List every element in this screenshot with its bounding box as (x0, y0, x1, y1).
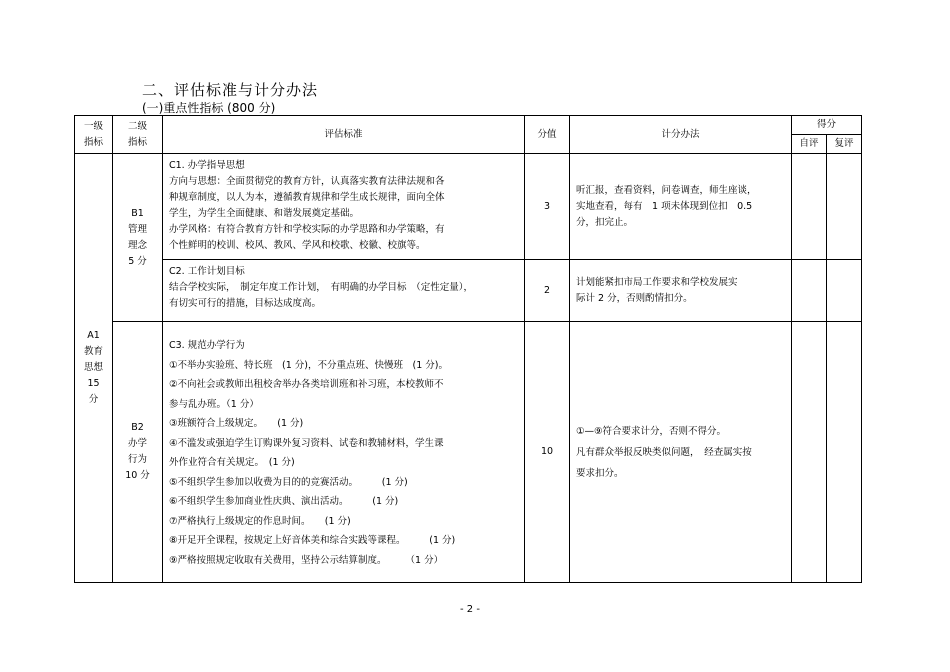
c3-score: 10 (525, 322, 570, 583)
page-number: - 2 - (460, 604, 480, 615)
header-review: 复评 (827, 135, 862, 154)
header-method: 计分办法 (570, 116, 792, 154)
c3-method: ①—⑨符合要求计分，否则不得分。 凡有群众举报反映类似问题， 经查属实按 要求扣分。 (570, 322, 792, 583)
c3-self-eval-cell[interactable] (792, 322, 827, 583)
header-obtained: 得分 (792, 116, 862, 135)
c2-score: 2 (525, 260, 570, 322)
c1-criteria: C1. 办学指导思想 方向与思想：全面贯彻党的教育方针，认真落实教育法律法规和各 种规章制度，以人为本，遵循教育规律和学生成长规律，面向全体 学生，为学生全面健康、和谐发展奠定基础。 办学风格：有符合教育方针和学校实际的办学思路和办学策略，有 个性鲜明的校训、校风、教风、学风和校歌、校徽、校旗等。 (163, 154, 525, 260)
header-criteria: 评估标准 (163, 116, 525, 154)
c1-self-eval-cell[interactable] (792, 154, 827, 260)
c3-criteria: C3. 规范办学行为 ①不举办实验班、特长班 (1 分)，不分重点班、快慢班 (1 分)。 ②不向社会或教师出租校舍举办各类培训班和补习班，本校教师不 参与乱办班。（1 分） ③班额符合上级规定。 (1 分) ④不滥发或强迫学生订购课外复习资料、试卷和教辅材料，学生课 外作业符合有关规定。 (1 分) ⑤不组织学生参加以收费为目的的竞赛活动。 (1 分) ⑥不组织学生参加商业性庆典、演出活动。 (1 分) ⑦严格执行上级规定的作息时间。 (1 分) ⑧开足开全课程，按规定上好音体美和综合实践等课程。 (1 分) ⑨严格按照规定收取有关费用，坚持公示结算制度。 （1 分） (163, 322, 525, 583)
c2-review-cell[interactable] (827, 260, 862, 322)
c2-self-eval-cell[interactable] (792, 260, 827, 322)
c2-method: 计划能紧扣市局工作要求和学校发展实 际计 2 分，否则酌情扣分。 (570, 260, 792, 322)
c1-method: 听汇报，查看资料，问卷调查，师生座谈， 实地查看，每有 1 项未体现到位扣 0.5 分，扣完止。 (570, 154, 792, 260)
header-score: 分值 (525, 116, 570, 154)
section-subheading: (一)重点性指标 (800 分) (142, 101, 276, 115)
header-level2: 二级 指标 (113, 116, 163, 154)
b2-indicator: B2 办学 行为 10 分 (113, 322, 163, 583)
c1-review-cell[interactable] (827, 154, 862, 260)
c3-review-cell[interactable] (827, 322, 862, 583)
c1-score: 3 (525, 154, 570, 260)
section-heading: 二、评估标准与计分办法 (142, 81, 319, 99)
c2-criteria: C2. 工作计划目标 结合学校实际， 制定年度工作计划， 有明确的办学目标 （定性定量）， 有切实可行的措施，目标达成度高。 (163, 260, 525, 322)
evaluation-table (74, 115, 862, 583)
header-self-eval: 自评 (792, 135, 827, 154)
header-level1: 一级 指标 (75, 116, 113, 154)
a1-indicator: A1 教育 思想 15 分 (75, 154, 113, 583)
b1-indicator: B1 管理 理念 5 分 (113, 154, 163, 322)
